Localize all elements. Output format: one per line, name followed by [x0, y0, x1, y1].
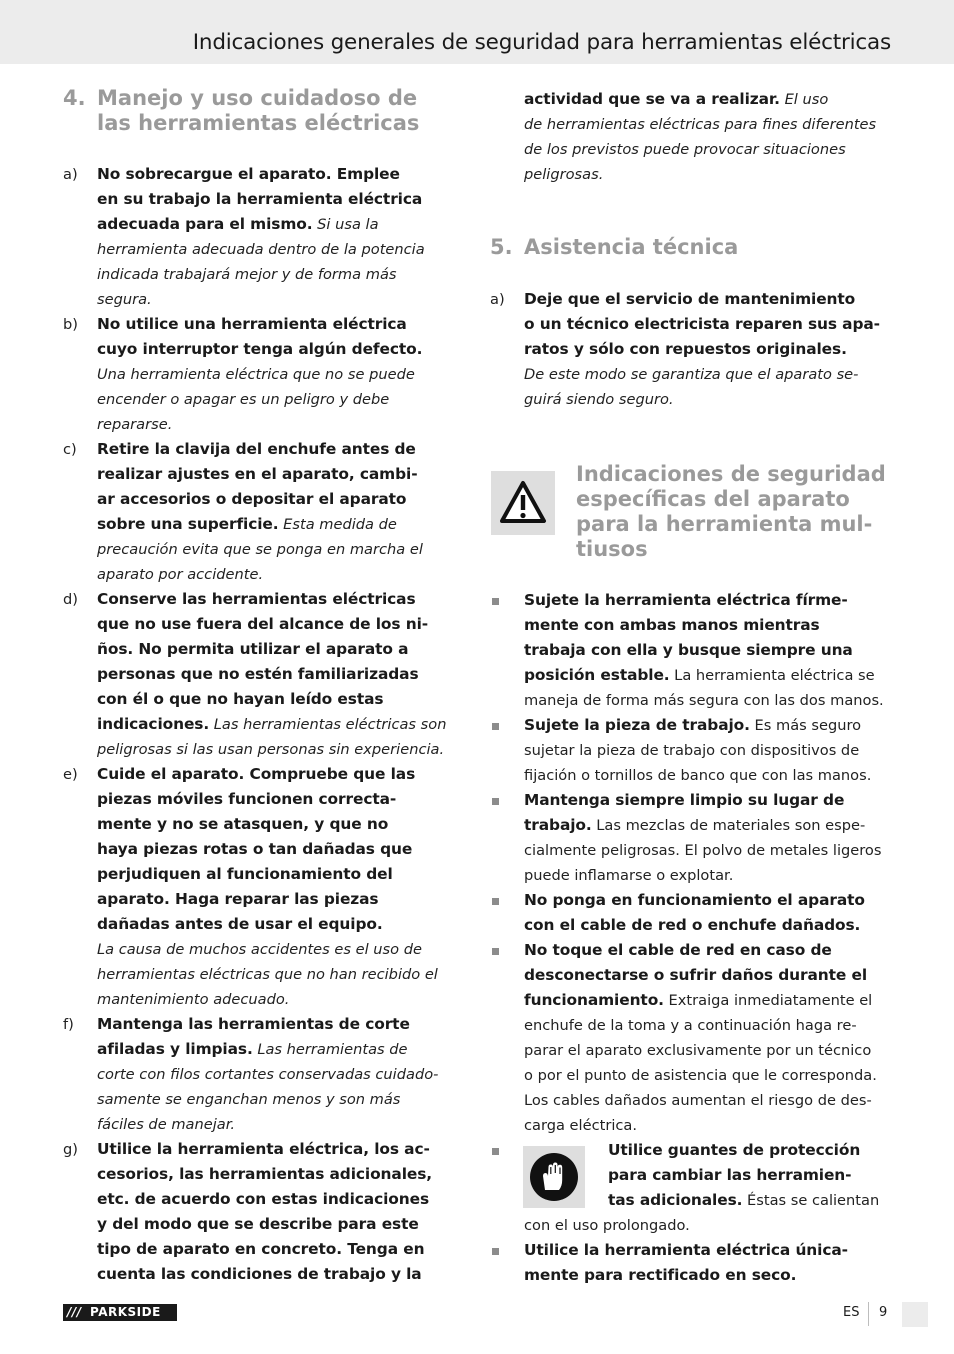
italic-text: Una herramienta eléctrica que no se puede	[97, 366, 415, 383]
bold-text: No toque el cable de red en caso de	[524, 941, 832, 959]
parkside-logo	[63, 1304, 177, 1321]
bold-text: Sujete la pieza de trabajo.	[524, 716, 750, 734]
text-line	[97, 987, 463, 1012]
regular-text: fijación o tornillos de banco que con las manos.	[524, 767, 872, 784]
regular-text: Éstas se calientan	[742, 1192, 880, 1209]
text-line	[97, 287, 463, 312]
item-label: c)	[63, 441, 77, 458]
text-line	[524, 713, 890, 738]
bold-text: Mantenga siempre limpio su lugar de	[524, 791, 845, 809]
bold-text: funcionamiento.	[524, 991, 664, 1009]
text-line	[524, 588, 890, 613]
bold-text: aparato. Haga reparar las piezas	[97, 890, 379, 908]
text-line	[97, 1187, 463, 1212]
italic-text: Si usa la	[312, 216, 379, 233]
italic-text: Las herramientas de	[252, 1041, 408, 1058]
text-line	[524, 1213, 890, 1238]
regular-text: Las mezclas de materiales son espe-	[591, 817, 866, 834]
bold-text: realizar ajustes en el aparato, cambi-	[97, 465, 418, 483]
bold-text: en su trabajo la herramienta eléctrica	[97, 190, 423, 208]
italic-text: precaución evita que se ponga en marcha el	[97, 541, 423, 558]
bold-text: Utilice la herramienta eléctrica, los ac-	[97, 1140, 430, 1158]
text-line	[97, 412, 463, 437]
bold-text: para cambiar las herramien-	[608, 1166, 852, 1184]
section-4-title-line: las herramientas eléctricas	[97, 111, 420, 135]
italic-text: peligrosas si las usan personas sin experiencia.	[97, 741, 445, 758]
regular-text: maneja de forma más segura con las dos manos.	[524, 692, 884, 709]
italic-text: De este modo se garantiza que el aparato se-	[524, 366, 859, 383]
bullet-square	[492, 598, 499, 605]
italic-text: peligrosas.	[524, 166, 604, 183]
text-line	[524, 1088, 890, 1113]
text-line	[524, 988, 890, 1013]
text-line	[524, 813, 890, 838]
specific-title-line: específicas del aparato	[576, 487, 850, 511]
header-title: Indicaciones generales de seguridad para herramientas eléctricas	[192, 30, 891, 55]
text-line	[97, 962, 463, 987]
bullet-square	[492, 948, 499, 955]
bold-text: Deje que el servicio de mantenimiento	[524, 290, 856, 308]
text-line	[97, 187, 463, 212]
item-label: b)	[63, 316, 78, 333]
text-line	[524, 888, 890, 913]
footer-tab	[902, 1302, 928, 1327]
section-4-title-line: Manejo y uso cuidadoso de	[97, 86, 418, 110]
text-line	[97, 1162, 463, 1187]
text-line	[97, 837, 463, 862]
specific-safety-heading	[576, 462, 886, 562]
bold-text: afiladas y limpias.	[97, 1040, 253, 1058]
italic-text: de herramientas eléctricas para fines diferentes	[524, 116, 877, 133]
italic-text: de los previstos puede provocar situaciones	[524, 141, 846, 158]
italic-text: segura.	[97, 291, 152, 308]
regular-text: Es más seguro	[749, 717, 862, 734]
text-line	[97, 387, 463, 412]
text-line	[97, 1062, 463, 1087]
bullet-square	[492, 898, 499, 905]
specific-title-line: para la herramienta mul-	[576, 512, 873, 536]
regular-text: carga eléctrica.	[524, 1117, 637, 1134]
text-line	[97, 1112, 463, 1137]
section-5-number: 5.	[490, 235, 513, 259]
bold-text: trabaja con ella y busque siempre una	[524, 641, 853, 659]
text-line	[97, 362, 463, 387]
text-line	[97, 562, 463, 587]
bold-text: tipo de aparato en concreto. Tenga en	[97, 1240, 425, 1258]
bold-text: o un técnico electricista reparen sus apa-	[524, 315, 880, 333]
italic-text: corte con filos cortantes conservadas cuidado-	[97, 1066, 439, 1083]
regular-text: sujetar la pieza de trabajo con dispositivos de	[524, 742, 860, 759]
bold-text: cesorios, las herramientas adicionales,	[97, 1165, 433, 1183]
bold-text: trabajo.	[524, 816, 592, 834]
text-line	[97, 1237, 463, 1262]
bold-text: Utilice la herramienta eléctrica única-	[524, 1241, 848, 1259]
text-line	[524, 1238, 890, 1263]
italic-text: La causa de muchos accidentes es el uso de	[97, 941, 422, 958]
regular-text: enchufe de la toma y a continuación haga re-	[524, 1017, 857, 1034]
text-line	[97, 887, 463, 912]
text-line	[524, 963, 890, 988]
bold-text: No utilice una herramienta eléctrica	[97, 315, 407, 333]
bold-text: adecuada para el mismo.	[97, 215, 313, 233]
bold-text: piezas móviles funcionen correcta-	[97, 790, 397, 808]
warning-triangle-icon	[491, 471, 555, 535]
text-line	[97, 812, 463, 837]
bold-text: haya piezas rotas o tan dañadas que	[97, 840, 413, 858]
bold-text: personas que no estén familiarizadas	[97, 665, 419, 683]
italic-text: aparato por accidente.	[97, 566, 264, 583]
bold-text: ar accesorios o depositar el aparato	[97, 490, 407, 508]
bold-text: mente para rectificado en seco.	[524, 1266, 797, 1284]
bold-text: posición estable.	[524, 666, 670, 684]
item-label: a)	[63, 166, 78, 183]
bold-text: Sujete la herramienta eléctrica fírme-	[524, 591, 848, 609]
italic-text: Las herramientas eléctricas son	[209, 716, 447, 733]
italic-text: mantenimiento adecuado.	[97, 991, 290, 1008]
text-line	[97, 312, 463, 337]
text-line	[97, 1087, 463, 1112]
text-line	[524, 663, 890, 688]
text-line	[524, 1113, 890, 1138]
bold-text: Conserve las herramientas eléctricas	[97, 590, 416, 608]
bold-text: actividad que se va a realizar.	[524, 90, 780, 108]
bold-text: con él o que no hayan leído estas	[97, 690, 384, 708]
text-line	[524, 287, 890, 312]
text-line	[97, 437, 463, 462]
text-line	[524, 638, 890, 663]
bold-text: mente con ambas manos mientras	[524, 616, 820, 634]
item-label: g)	[63, 1141, 78, 1158]
text-line	[524, 312, 890, 337]
text-line	[97, 737, 463, 762]
text-line	[524, 613, 890, 638]
bold-text: tas adicionales.	[608, 1191, 743, 1209]
bold-text: mente y no se atasquen, y que no	[97, 815, 389, 833]
text-line	[524, 87, 890, 112]
bold-text: cuyo interruptor tenga algún defecto.	[97, 340, 423, 358]
bullet-square	[492, 798, 499, 805]
italic-text: fáciles de manejar.	[97, 1116, 235, 1133]
text-line	[97, 912, 463, 937]
text-line	[97, 337, 463, 362]
text-line	[97, 237, 463, 262]
bullet-square	[492, 1148, 499, 1155]
text-line	[524, 1013, 890, 1038]
text-line	[524, 362, 890, 387]
bold-text: Mantenga las herramientas de corte	[97, 1015, 410, 1033]
footer-divider	[868, 1302, 869, 1326]
italic-text: herramientas eléctricas que no han recibido el	[97, 966, 438, 983]
text-line	[97, 512, 463, 537]
text-line	[97, 637, 463, 662]
italic-text: herramienta adecuada dentro de la potencia	[97, 241, 425, 258]
item-label: f)	[63, 1016, 74, 1033]
text-line	[97, 862, 463, 887]
bold-text: Retire la clavija del enchufe antes de	[97, 440, 416, 458]
text-line	[97, 1212, 463, 1237]
bullet-square	[492, 1248, 499, 1255]
gloves-icon	[523, 1146, 585, 1208]
section-4-number: 4.	[63, 86, 86, 110]
text-line	[97, 212, 463, 237]
bold-text: con el cable de red o enchufe dañados.	[524, 916, 861, 934]
text-line	[97, 162, 463, 187]
bold-text: indicaciones.	[97, 715, 210, 733]
italic-text: guirá siendo seguro.	[524, 391, 674, 408]
logo-stripes: ///	[67, 1305, 82, 1319]
text-line	[97, 687, 463, 712]
text-line	[97, 1012, 463, 1037]
regular-text: puede inflamarse o explotar.	[524, 867, 734, 884]
section-5-title: Asistencia técnica	[524, 235, 739, 259]
specific-title-line: Indicaciones de seguridad	[576, 462, 886, 486]
bold-text: que no use fuera del alcance de los ni-	[97, 615, 429, 633]
page-header	[0, 0, 954, 64]
text-line	[97, 1037, 463, 1062]
language-code: ES	[843, 1305, 860, 1320]
text-line	[524, 938, 890, 963]
bullet-square	[492, 723, 499, 730]
regular-text: Extraiga inmediatamente el	[663, 992, 873, 1009]
text-line	[97, 712, 463, 737]
italic-text: Esta medida de	[278, 516, 397, 533]
bold-text: desconectarse o sufrir daños durante el	[524, 966, 868, 984]
text-line	[524, 913, 890, 938]
text-line	[524, 112, 890, 137]
regular-text: o por el punto de asistencia que le corresponda.	[524, 1067, 877, 1084]
text-line	[524, 387, 890, 412]
bold-text: No ponga en funcionamiento el aparato	[524, 891, 865, 909]
item-label: d)	[63, 591, 78, 608]
text-line	[97, 612, 463, 637]
logo-brand-name: PARKSIDE	[90, 1305, 161, 1319]
text-line	[524, 1263, 890, 1288]
text-line	[524, 1038, 890, 1063]
bold-text: ratos y sólo con repuestos originales.	[524, 340, 847, 358]
regular-text: Los cables dañados aumentan el riesgo de des-	[524, 1092, 872, 1109]
bold-text: ños. No permita utilizar el aparato a	[97, 640, 409, 658]
bold-text: Utilice guantes de protección	[608, 1141, 861, 1159]
page-number: 9	[879, 1305, 888, 1320]
regular-text: parar el aparato exclusivamente por un técnico	[524, 1042, 872, 1059]
text-line	[524, 1063, 890, 1088]
bold-text: No sobrecargue el aparato. Emplee	[97, 165, 400, 183]
bold-text: sobre una superficie.	[97, 515, 279, 533]
bold-text: dañadas antes de usar el equipo.	[97, 915, 383, 933]
bold-text: cuenta las condiciones de trabajo y la	[97, 1265, 422, 1283]
text-line	[524, 788, 890, 813]
text-line	[524, 863, 890, 888]
text-line	[97, 937, 463, 962]
text-line	[97, 462, 463, 487]
text-line	[97, 262, 463, 287]
regular-text: La herramienta eléctrica se	[669, 667, 875, 684]
bold-text: etc. de acuerdo con estas indicaciones	[97, 1190, 430, 1208]
italic-text: El uso	[779, 91, 829, 108]
item-label: a)	[490, 291, 505, 308]
text-line	[97, 1137, 463, 1162]
text-line	[524, 738, 890, 763]
italic-text: samente se enganchan menos y son más	[97, 1091, 401, 1108]
italic-text: indicada trabajará mejor y de forma más	[97, 266, 397, 283]
text-line	[97, 787, 463, 812]
bold-text: Cuide el aparato. Compruebe que las	[97, 765, 416, 783]
regular-text: con el uso prolongado.	[524, 1217, 690, 1234]
specific-title-line: tiusos	[576, 537, 648, 561]
text-line	[524, 337, 890, 362]
text-line	[97, 537, 463, 562]
text-line	[97, 762, 463, 787]
text-line	[524, 137, 890, 162]
italic-text: encender o apagar es un peligro y debe	[97, 391, 390, 408]
text-line	[97, 662, 463, 687]
text-line	[97, 1262, 463, 1287]
text-line	[524, 688, 890, 713]
item-label: e)	[63, 766, 78, 783]
italic-text: repararse.	[97, 416, 173, 433]
bold-text: y del modo que se describe para este	[97, 1215, 419, 1233]
bold-text: perjudiquen al funcionamiento del	[97, 865, 393, 883]
text-line	[524, 763, 890, 788]
text-line	[97, 487, 463, 512]
text-line	[97, 587, 463, 612]
text-line	[524, 162, 890, 187]
text-line	[524, 838, 890, 863]
regular-text: cialmente peligrosas. El polvo de metales ligeros	[524, 842, 882, 859]
